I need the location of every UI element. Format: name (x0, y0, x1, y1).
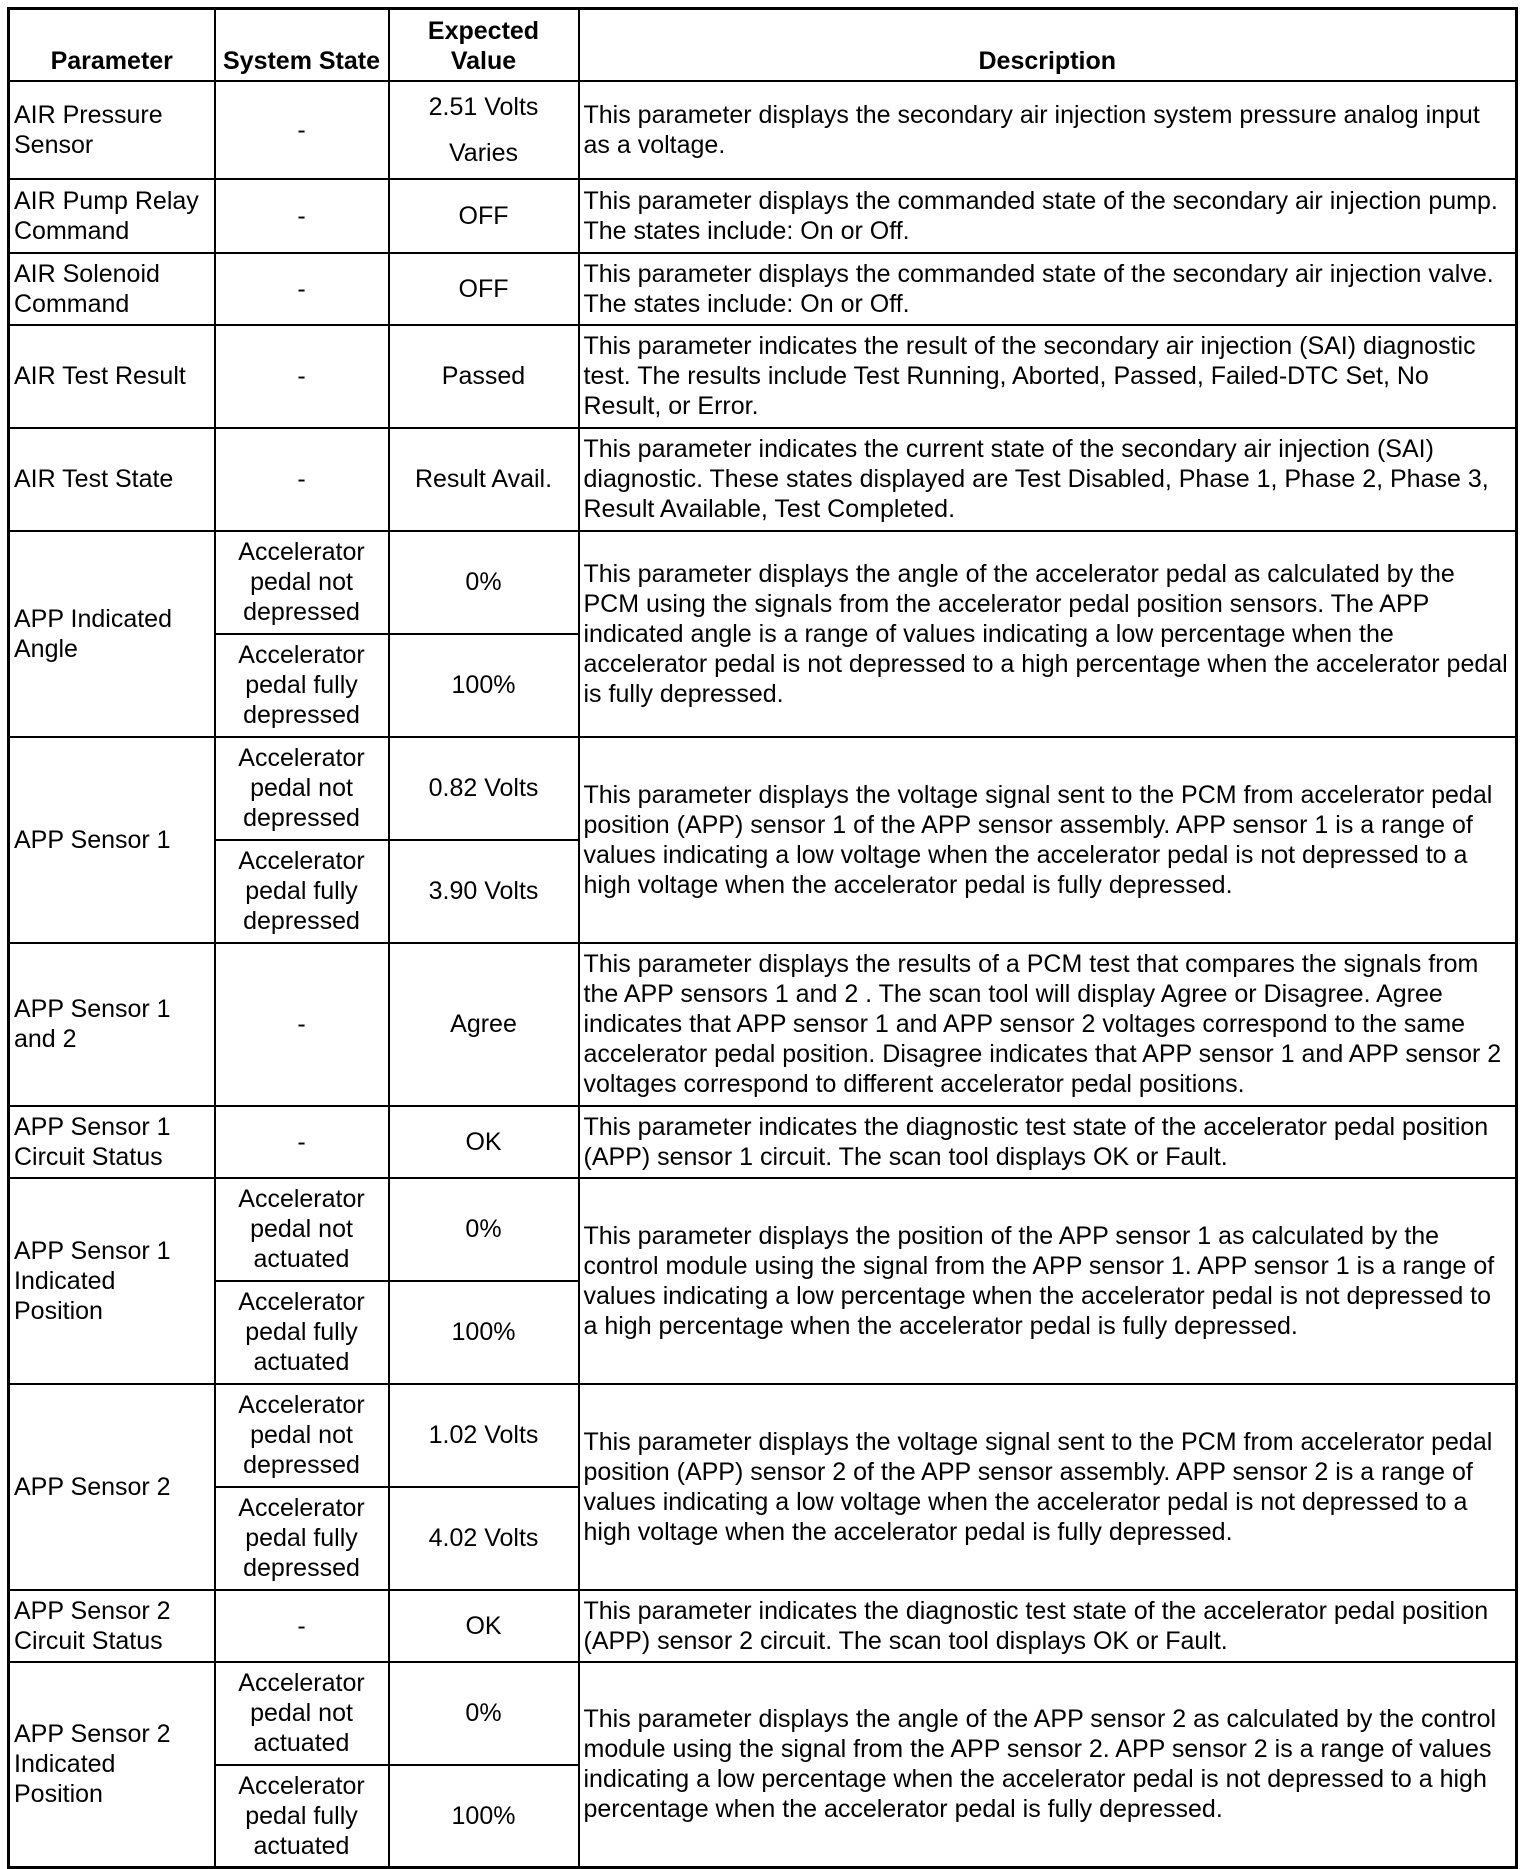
header-parameter: Parameter (9, 9, 215, 81)
table-row (9, 325, 1517, 428)
system-state-cell: - (215, 325, 389, 428)
description-cell: This parameter displays the commanded state of the secondary air injection valve. The states include: On or Off. (579, 253, 1517, 325)
expected-value-cell: 0% (389, 531, 579, 634)
table-row (9, 1178, 1517, 1281)
system-state-cell: Accelerator pedal not actuated (215, 1662, 389, 1765)
expected-value-cell: 0.82 Volts (389, 737, 579, 840)
expected-value-cell: OK (389, 1590, 579, 1662)
system-state-cell: - (215, 428, 389, 531)
system-state-cell: Accelerator pedal not depressed (215, 1384, 389, 1487)
parameter-cell: AIR Test State (9, 428, 215, 531)
expected-value-cell: 4.02 Volts (389, 1487, 579, 1590)
header-system-state: System State (215, 9, 389, 81)
system-state-cell: Accelerator pedal fully depressed (215, 634, 389, 737)
table-row (9, 1384, 1517, 1487)
description-cell: This parameter displays the angle of the accelerator pedal as calculated by the PCM using the signals from the accelerator pedal position sensors. The APP indicated angle is a range of values indicating a low percentage when the accelerator pedal is not depressed to a high percentage when the accelerator pedal is fully depressed. (579, 531, 1517, 737)
table-row (9, 81, 1517, 179)
system-state-cell: - (215, 1590, 389, 1662)
expected-value-cell: 3.90 Volts (389, 840, 579, 943)
expected-value-cell: 100% (389, 1765, 579, 1868)
system-state-cell: Accelerator pedal not depressed (215, 531, 389, 634)
system-state-cell: - (215, 253, 389, 325)
header-row (9, 9, 1517, 81)
expected-value-cell: 100% (389, 1281, 579, 1384)
expected-value-cell: Result Avail. (389, 428, 579, 531)
description-cell: This parameter displays the secondary air injection system pressure analog input as a voltage. (579, 81, 1517, 179)
parameter-cell: AIR Solenoid Command (9, 253, 215, 325)
system-state-cell: Accelerator pedal not depressed (215, 737, 389, 840)
system-state-cell: - (215, 1106, 389, 1178)
system-state-cell: Accelerator pedal fully actuated (215, 1765, 389, 1868)
expected-value-cell (389, 81, 579, 179)
parameter-cell: APP Indicated Angle (9, 531, 215, 737)
table-row (9, 1662, 1517, 1765)
parameter-cell: APP Sensor 2 Circuit Status (9, 1590, 215, 1662)
description-cell: This parameter displays the position of the APP sensor 1 as calculated by the control module using the signal from the APP sensor 1. APP sensor 1 is a range of values indicating a low percentage when the accelerator pedal is not depressed to a high percentage when the accelerator pedal is fully depressed. (579, 1178, 1517, 1384)
parameter-cell: APP Sensor 2 Indicated Position (9, 1662, 215, 1868)
expected-value-cell: 1.02 Volts (389, 1384, 579, 1487)
expected-value-alt: Varies (448, 138, 518, 167)
expected-value-cell: Agree (389, 943, 579, 1106)
system-state-cell: Accelerator pedal fully depressed (215, 840, 389, 943)
table-row (9, 253, 1517, 325)
header-description: Description (579, 9, 1517, 81)
table-row (9, 531, 1517, 634)
description-cell: This parameter indicates the current state of the secondary air injection (SAI) diagnostic. These states displayed are Test Disabled, Phase 1, Phase 2, Phase 3, Result Available, Test Completed. (579, 428, 1517, 531)
parameter-cell: AIR Test Result (9, 325, 215, 428)
table-row (9, 179, 1517, 253)
parameter-cell: APP Sensor 2 (9, 1384, 215, 1590)
system-state-cell: - (215, 943, 389, 1106)
table-row (9, 428, 1517, 531)
description-cell: This parameter displays the voltage signal sent to the PCM from accelerator pedal position (APP) sensor 1 of the APP sensor assembly. APP sensor 1 is a range of values indicating a low voltage when the accelerator pedal is not depressed to a high voltage when the accelerator pedal is fully depressed. (579, 737, 1517, 943)
description-cell: This parameter displays the results of a PCM test that compares the signals from the APP sensors 1 and 2 . The scan tool will display Agree or Disagree. Agree indicates that APP sensor 1 and APP sensor 2 voltages correspond to the same accelerator pedal position. Disagree indicates that APP sensor 1 and APP sensor 2 voltages correspond to different accelerator pedal positions. (579, 943, 1517, 1106)
system-state-cell: Accelerator pedal fully depressed (215, 1487, 389, 1590)
system-state-cell: Accelerator pedal fully actuated (215, 1281, 389, 1384)
table-row (9, 1590, 1517, 1662)
expected-value-cell: 0% (389, 1178, 579, 1281)
expected-value-cell: 100% (389, 634, 579, 737)
table-row (9, 737, 1517, 840)
expected-value-cell: Passed (389, 325, 579, 428)
parameter-cell: AIR Pump Relay Command (9, 179, 215, 253)
parameter-cell: APP Sensor 1 and 2 (9, 943, 215, 1106)
parameter-table (7, 7, 1518, 1869)
description-cell: This parameter indicates the diagnostic test state of the accelerator pedal position (APP) sensor 2 circuit. The scan tool displays OK or Fault. (579, 1590, 1517, 1662)
parameter-cell: APP Sensor 1 (9, 737, 215, 943)
description-cell: This parameter displays the commanded state of the secondary air injection pump. The states include: On or Off. (579, 179, 1517, 253)
table-row (9, 943, 1517, 1106)
expected-value: 2.51 Volts (428, 92, 539, 121)
description-cell: This parameter indicates the result of the secondary air injection (SAI) diagnostic test. The results include Test Running, Aborted, Passed, Failed-DTC Set, No Result, or Error. (579, 325, 1517, 428)
description-cell: This parameter displays the angle of the APP sensor 2 as calculated by the control module using the signal from the APP sensor 2. APP sensor 2 is a range of values indicating a low percentage when the accelerator pedal is not depressed to a high percentage when the accelerator pedal is fully depressed. (579, 1662, 1517, 1868)
system-state-cell: - (215, 179, 389, 253)
parameter-cell: APP Sensor 1 Circuit Status (9, 1106, 215, 1178)
description-cell: This parameter indicates the diagnostic test state of the accelerator pedal position (APP) sensor 1 circuit. The scan tool displays OK or Fault. (579, 1106, 1517, 1178)
expected-value-cell: 0% (389, 1662, 579, 1765)
parameter-cell: APP Sensor 1 Indicated Position (9, 1178, 215, 1384)
system-state-cell: Accelerator pedal not actuated (215, 1178, 389, 1281)
system-state-cell: - (215, 81, 389, 179)
header-expected-value: Expected Value (389, 9, 579, 81)
description-cell: This parameter displays the voltage signal sent to the PCM from accelerator pedal position (APP) sensor 2 of the APP sensor assembly. APP sensor 2 is a range of values indicating a low voltage when the accelerator pedal is not depressed to a high voltage when the accelerator pedal is fully depressed. (579, 1384, 1517, 1590)
table-row (9, 1106, 1517, 1178)
expected-value-cell: OK (389, 1106, 579, 1178)
expected-value-cell: OFF (389, 253, 579, 325)
parameter-cell: AIR Pressure Sensor (9, 81, 215, 179)
expected-value-cell: OFF (389, 179, 579, 253)
